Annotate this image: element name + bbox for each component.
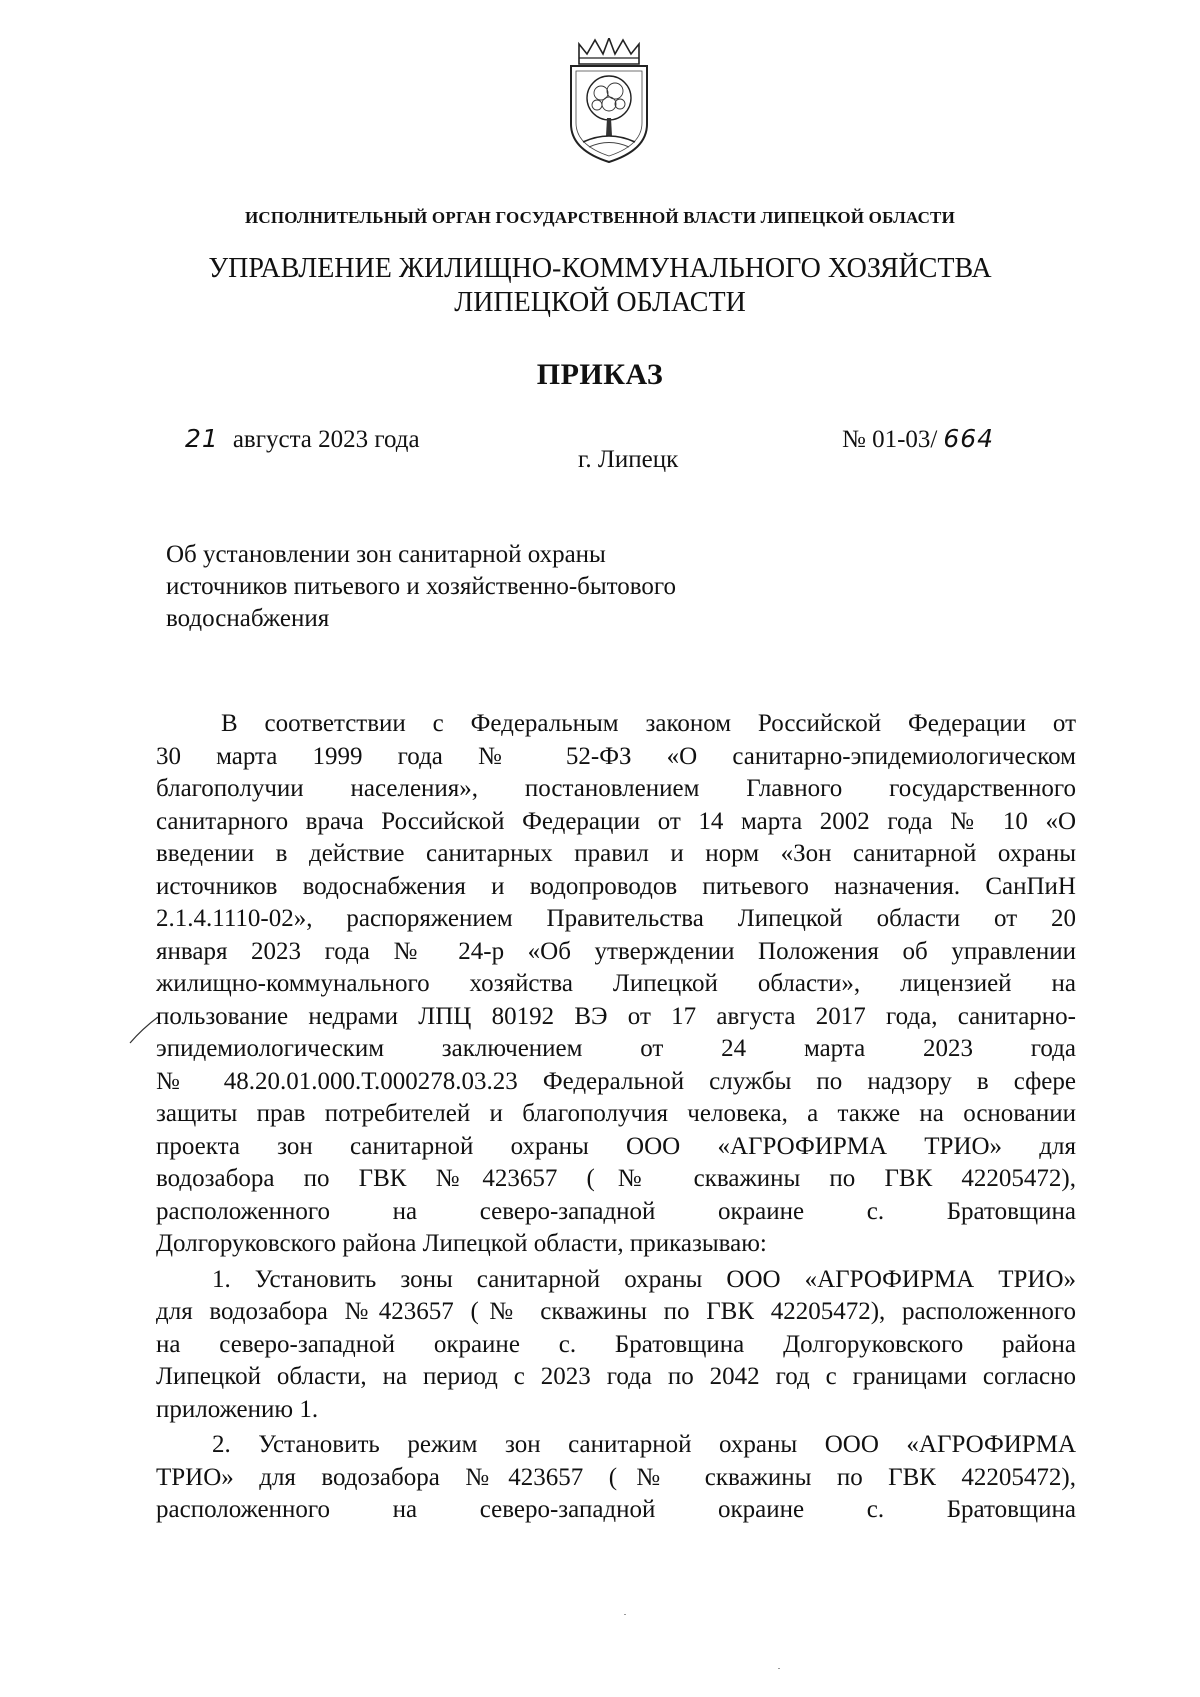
scan-speck	[624, 1614, 626, 1615]
authority-name: ИСПОЛНИТЕЛЬНЫЙ ОРГАН ГОСУДАРСТВЕННОЙ ВЛАСТИ ЛИПЕЦКОЙ ОБЛАСТИ	[244, 208, 956, 227]
body-line: жилищно-коммунального хозяйства Липецкой области», лицензией на	[156, 970, 1076, 997]
order-place: г. Липецк	[578, 446, 679, 473]
order-body	[156, 708, 1076, 1527]
item-1-line: 1. Установить зоны санитарной охраны ООО «АГРОФИРМА ТРИО»	[212, 1265, 1076, 1293]
order-date	[185, 424, 420, 454]
body-line: января 2023 года № 24-р «Об утверждении Положения об управлении	[156, 937, 1076, 965]
handwritten-number: 664	[943, 424, 995, 453]
subject-line: источников питьевого и хозяйственно-бытового	[166, 573, 677, 600]
body-line: введении в действие санитарных правил и норм «Зон санитарной охраны	[156, 840, 1076, 867]
body-line: проекта зон санитарной охраны ООО «АГРОФИРМА ТРИО» для	[156, 1132, 1076, 1160]
order-number	[842, 424, 994, 454]
body-line: водозабора по ГВК №423657 (№ скважины по ГВК 42205472),	[156, 1165, 1076, 1192]
item-2-line: 2. Установить режим зон санитарной охраны ООО «АГРОФИРМА	[212, 1431, 1076, 1458]
body-line: благополучии населения», постановлением Главного государственного	[156, 775, 1076, 802]
subject-line: Об установлении зон санитарной охраны	[166, 541, 606, 568]
date-text: августа 2023 года	[232, 426, 420, 453]
item-1-line: Липецкой области, на период с 2023 года по 2042 год с границами согласно	[156, 1363, 1076, 1390]
order-subject	[166, 539, 806, 635]
item-1-line: приложению 1.	[156, 1395, 319, 1423]
body-line: Долгоруковского района Липецкой области, приказываю:	[156, 1230, 767, 1257]
body-line: расположенного на северо-западной окраине с. Братовщина	[156, 1197, 1076, 1225]
body-line: санитарного врача Российской Федерации от 14 марта 2002 года № 10 «О	[156, 807, 1076, 835]
scan-speck	[778, 1668, 780, 1669]
department-name-line: ЛИПЕЦКОЙ ОБЛАСТИ	[454, 287, 746, 318]
lipetsk-coat-of-arms-icon	[565, 38, 653, 168]
body-line: пользование недрами ЛПЦ 80192 ВЭ от 17 августа 2017 года, санитарно-	[156, 1002, 1076, 1030]
body-line: защиты прав потребителей и благополучия человека, а также на основании	[156, 1100, 1076, 1127]
body-line: источников водоснабжения и водопроводов питьевого назначения. СанПиН	[156, 872, 1076, 900]
document-type: ПРИКАЗ	[536, 358, 664, 391]
item-2-line: ТРИО» для водозабора №423657 (№ скважины по ГВК 42205472),	[156, 1463, 1076, 1491]
body-line: № 48.20.01.000.Т.000278.03.23 Федеральной службы по надзору в сфере	[156, 1067, 1076, 1095]
item-2-line: расположенного на северо-западной окраине с. Братовщина	[156, 1496, 1076, 1523]
body-line: 30 марта 1999 года № 52-ФЗ «О санитарно-эпидемиологическом	[156, 742, 1076, 770]
subject-line: водоснабжения	[166, 605, 330, 632]
pen-stroke-mark	[128, 1015, 160, 1045]
number-prefix: № 01-03/	[842, 426, 938, 453]
item-1-line: на северо-западной окраине с. Братовщина Долгоруковского района	[156, 1330, 1076, 1358]
body-line: эпидемиологическим заключением от 24 марта 2023 года	[156, 1035, 1076, 1062]
department-name	[0, 252, 1200, 320]
handwritten-day: 21	[185, 424, 219, 453]
body-line: 2.1.4.1110-02», распоряжением Правительства Липецкой области от 20	[156, 905, 1076, 932]
department-name-line: УПРАВЛЕНИЕ ЖИЛИЩНО-КОММУНАЛЬНОГО ХОЗЯЙСТВА	[208, 253, 992, 284]
body-line: В соответствии с Федеральным законом Российской Федерации от	[221, 710, 1076, 737]
item-1-line: для водозабора №423657 (№ скважины по ГВК 42205472), расположенного	[156, 1298, 1076, 1325]
